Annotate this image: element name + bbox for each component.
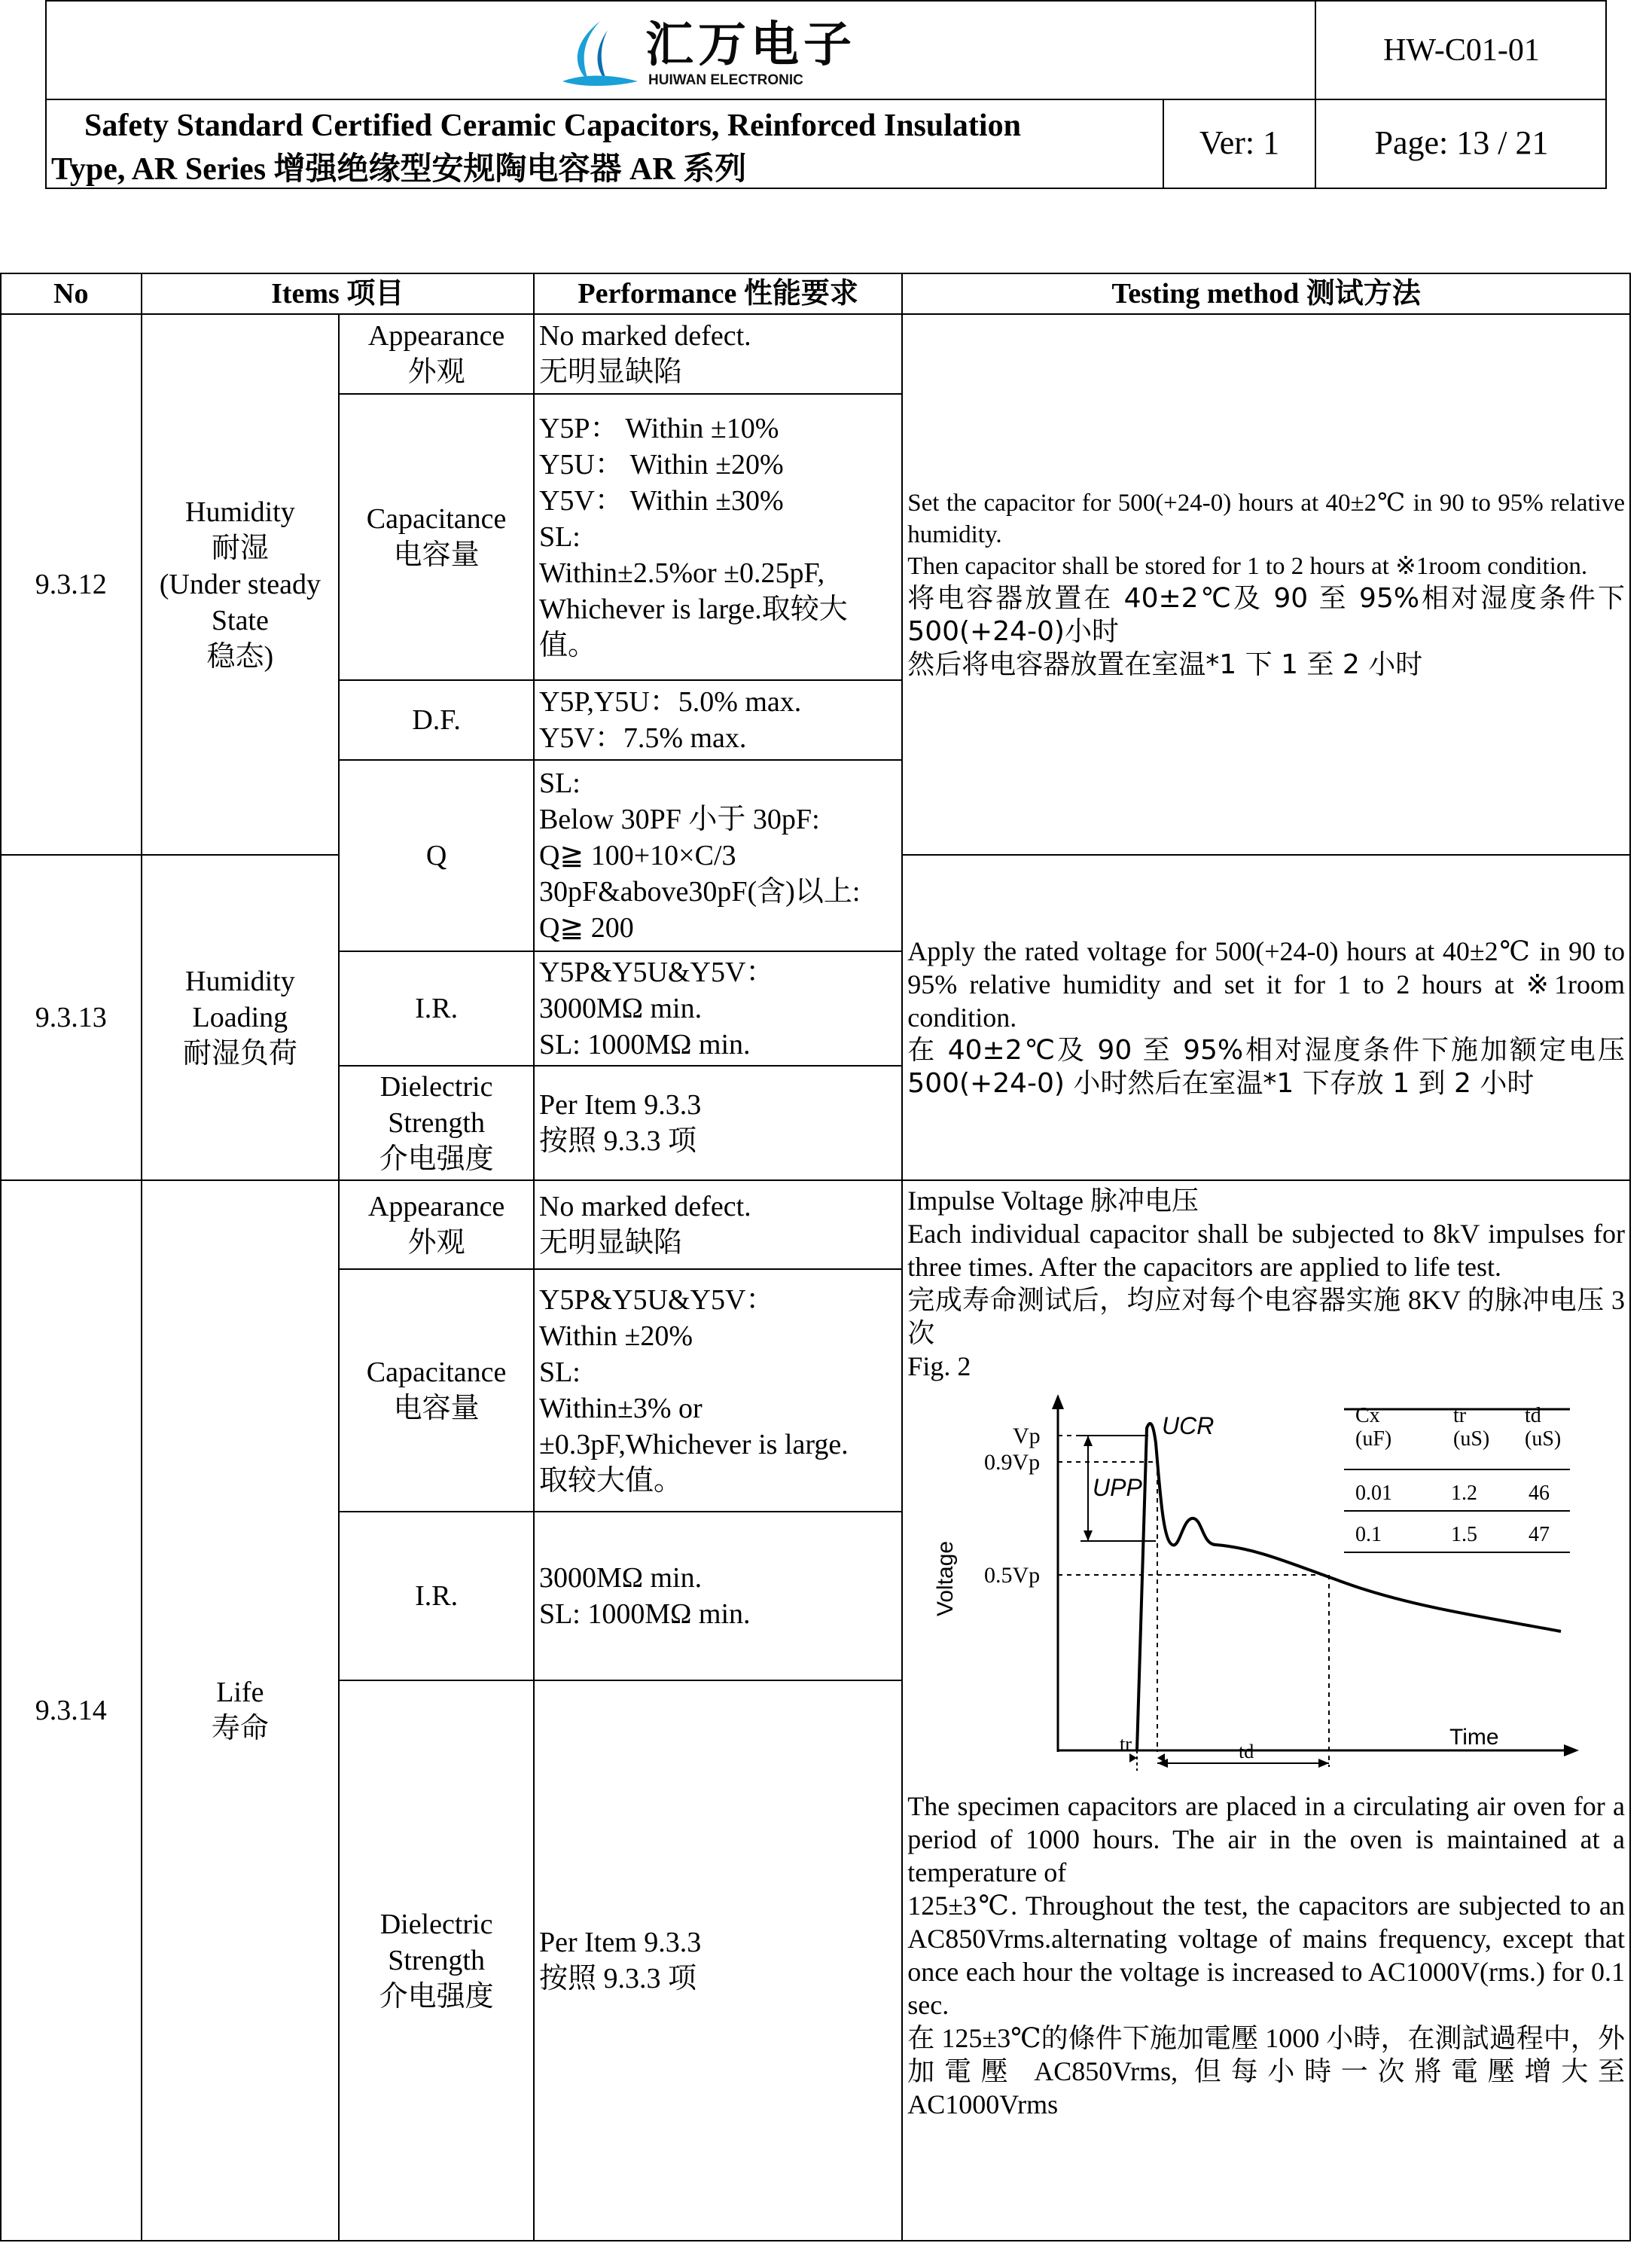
item-number: 9.3.13 [1, 855, 142, 1180]
table-header-row [1, 273, 1630, 314]
upp-label: UPP [1093, 1474, 1143, 1501]
col-header-items: Items 项目 [142, 273, 534, 314]
performance-value: No marked defect. 无明显缺陷 [534, 314, 902, 394]
logo-sail-icon [547, 15, 645, 90]
performance-value: Y5P,Y5U：5.0% max. Y5V：7.5% max. [534, 680, 902, 760]
performance-value: No marked defect. 无明显缺陷 [534, 1180, 902, 1269]
logo-english-name: HUIWAN ELECTRONIC [648, 72, 803, 88]
09vp-label: 0.9Vp [984, 1450, 1041, 1475]
document-header [45, 0, 1607, 189]
param-cell: 1.2 [1451, 1482, 1478, 1505]
item-name: Humidity Loading 耐湿负荷 [142, 855, 340, 1180]
method-text-en: Set the capacitor for 500(+24-0) hours at 40±2℃ in 90 to 95% relative humidity. Then capacitor shall be stored for 1 to 2 hours at ※1room condition. [907, 490, 1625, 580]
upp-arrow-down-icon [1084, 1530, 1093, 1541]
param-header-td: td (uS) [1525, 1404, 1562, 1451]
item-name: Humidity 耐湿 (Under steady State 稳态) [142, 314, 340, 855]
sub-item-label: Dielectric Strength 介电强度 [339, 1066, 534, 1180]
company-logo [547, 15, 894, 90]
method-text-cn: 将电容器放置在 40±2℃及 90 至 95%相对湿度条件下 500(+24-0)小时 然后将电容器放置在室温*1 下 1 至 2 小时 [907, 583, 1625, 680]
waveform-parameter-table [1344, 1404, 1570, 1552]
param-cell: 0.1 [1355, 1523, 1382, 1546]
param-header-cx: Cx (uF) [1355, 1404, 1392, 1451]
sub-item-label: Dielectric Strength 介电强度 [339, 1680, 534, 2241]
item-number: 9.3.14 [1, 1180, 142, 2241]
tr-arrow-icon [1157, 1753, 1165, 1762]
performance-value: Per Item 9.3.3 按照 9.3.3 项 [534, 1680, 902, 2241]
sub-item-label: D.F. [339, 680, 534, 760]
col-header-no: No [1, 273, 142, 314]
vp-label: Vp [1013, 1424, 1041, 1448]
performance-value: Per Item 9.3.3 按照 9.3.3 项 [534, 1066, 902, 1180]
td-arrow-right-icon [1318, 1759, 1329, 1768]
page-number: Page: 13 / 21 [1374, 124, 1549, 161]
y-axis-arrow-icon [1052, 1394, 1064, 1409]
td-label: td [1239, 1741, 1254, 1762]
sub-item-label: I.R. [339, 1512, 534, 1680]
performance-value: Y5P： Within ±10% Y5U： Within ±20% Y5V： Within ±30% SL: Within±2.5%or ±0.25pF, Whichever is large.取较大值。 [534, 394, 902, 680]
param-cell: 46 [1529, 1482, 1550, 1505]
sub-item-label: Appearance 外观 [339, 1180, 534, 1269]
param-cell: 47 [1529, 1523, 1550, 1546]
table-row [1, 314, 1630, 394]
version-label: Ver: 1 [1199, 124, 1280, 161]
impulse-voltage-figure [907, 1390, 1585, 1782]
tr-label: tr [1120, 1733, 1132, 1755]
doc-code: HW-C01-01 [1383, 33, 1540, 68]
sub-item-label: Appearance 外观 [339, 314, 534, 394]
param-cell: 0.01 [1355, 1482, 1393, 1505]
sub-item-label: I.R. [339, 951, 534, 1066]
method-text-en: Apply the rated voltage for 500(+24-0) hours at 40±2℃ in 90 to 95% relative humidity and set it for 1 to 2 hours at ※1room condition. [907, 936, 1625, 1033]
document-title-line-1: Safety Standard Certified Ceramic Capacitors, Reinforced Insulation [84, 108, 1021, 143]
table-row [1, 1180, 1630, 1269]
performance-value: Y5P&Y5U&Y5V： 3000MΩ min. SL: 1000MΩ min. [534, 951, 902, 1066]
col-header-performance: Performance 性能要求 [534, 273, 902, 314]
item-number: 9.3.12 [1, 314, 142, 855]
document-title-line-2: Type, AR Series 增强绝缘型安规陶电容器 AR 系列 [51, 152, 747, 187]
upp-arrow-up-icon [1084, 1436, 1093, 1446]
performance-value: Y5P&Y5U&Y5V： Within ±20% SL: Within±3% or ±0.3pF,Whichever is large. 取较大值。 [534, 1269, 902, 1512]
method-text-impulse: Impulse Voltage 脉冲电压 Each individual capacitor shall be subjected to 8kV impulses for three times. After the capacitors are applied to life test. 完成寿命测试后，均应对每个电容器实施 8KV 的脉冲电压 3 次 Fig. 2 [907, 1186, 1625, 1381]
y-axis-label: Voltage [933, 1540, 959, 1616]
logo-chinese-name: 汇万电子 [645, 17, 856, 73]
test-items-table [0, 273, 1631, 2241]
x-axis-arrow-icon [1564, 1744, 1579, 1756]
method-text-life: The specimen capacitors are placed in a circulating air oven for a period of 1000 hours. The air in the oven is maintained at a temperature of 125±3℃. Throughout the test, the capacitors are subjected to an AC850Vrms.alternating voltage of mains frequency, except that once each hour the voltage is increased to AC1000V(rms.) for 0.1 sec. 在 125±3℃的條件下施加電壓 1000 小時，在測試過程中，外加電壓 AC850Vrms, 但每小時一次將電壓增大至 AC1000Vrms [907, 1791, 1625, 2119]
sub-item-label: Capacitance 电容量 [339, 1269, 534, 1512]
param-header-tr: tr (uS) [1453, 1404, 1490, 1451]
testing-method [902, 1180, 1630, 2241]
sub-item-label: Q [339, 760, 534, 951]
impulse-waveform-chart [907, 1390, 1585, 1782]
header-divider [47, 99, 1605, 100]
ucr-label: UCR [1162, 1412, 1215, 1439]
impulse-waveform [1137, 1424, 1561, 1750]
testing-method [902, 855, 1630, 1180]
testing-method [902, 314, 1630, 855]
param-cell: 1.5 [1451, 1523, 1478, 1546]
performance-value: SL: Below 30PF 小于 30pF: Q≧ 100+10×C/3 30pF&above30pF(含)以上: Q≧ 200 [534, 760, 902, 951]
x-axis-label: Time [1449, 1725, 1499, 1750]
method-text-cn: 在 40±2℃及 90 至 95%相对湿度条件下施加额定电压 500(+24-0) 小时然后在室温*1 下存放 1 到 2 小时 [907, 1035, 1625, 1099]
col-header-method: Testing method 测试方法 [902, 273, 1630, 314]
05vp-label: 0.5Vp [984, 1563, 1041, 1588]
item-name: Life 寿命 [142, 1180, 340, 2241]
performance-value: 3000MΩ min. SL: 1000MΩ min. [534, 1512, 902, 1680]
sub-item-label: Capacitance 电容量 [339, 394, 534, 680]
